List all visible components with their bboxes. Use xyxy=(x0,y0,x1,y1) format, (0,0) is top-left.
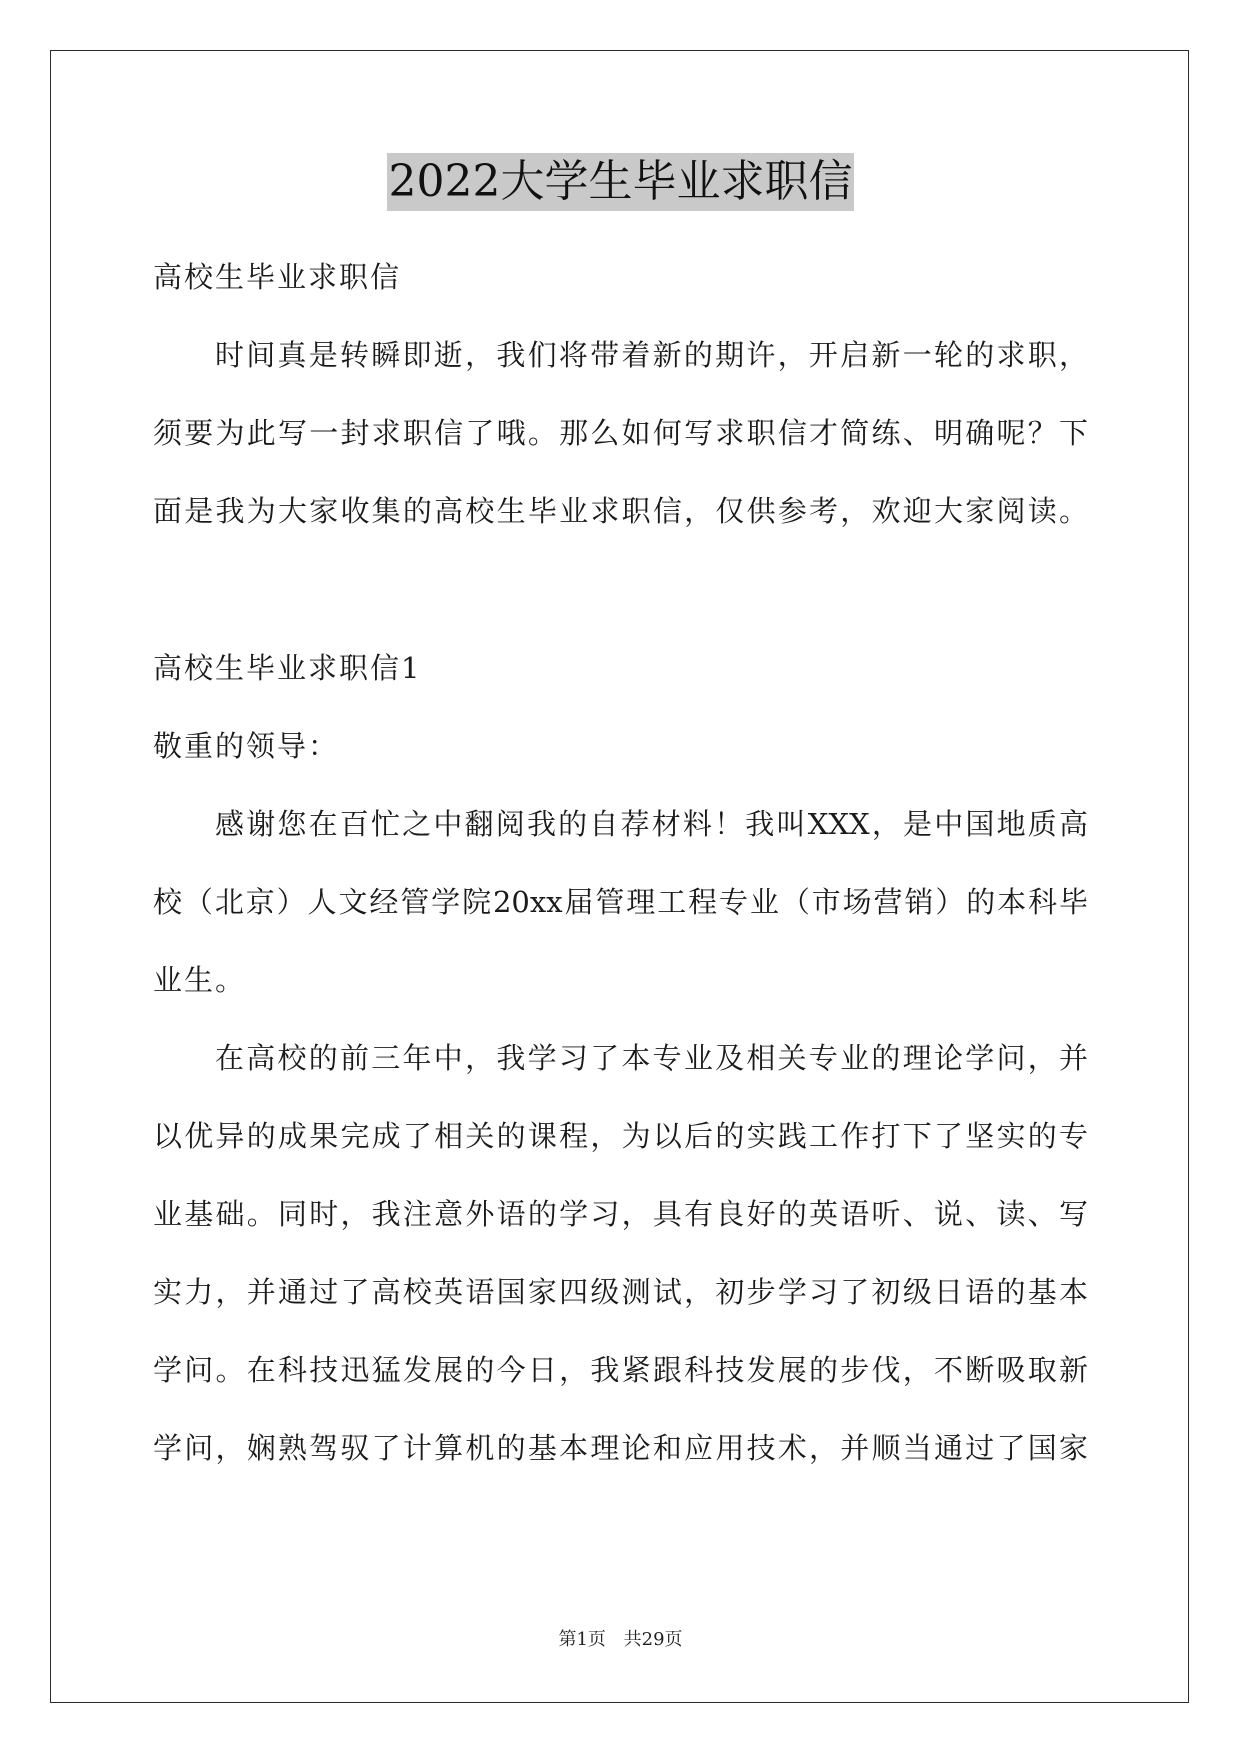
salutation: 敬重的领导： xyxy=(153,729,340,763)
body-line: 在高校的前三年中，我学习了本专业及相关专业的理论学问，并 xyxy=(215,1041,1088,1075)
body-line: 须要为此写一封求职信了哦。那么如何写求职信才简练、明确呢？下 xyxy=(153,416,1088,450)
body-line: 业基础。同时，我注意外语的学习，具有良好的英语听、说、读、写 xyxy=(153,1197,1088,1231)
page-number: 第1页 xyxy=(558,1629,606,1650)
subtitle-line: 高校生毕业求职信 xyxy=(153,260,402,294)
body-line: 校（北京）人文经管学院20xx届管理工程专业（市场营销）的本科毕 xyxy=(153,885,1088,919)
title-container xyxy=(0,153,1241,211)
body-line: 实力，并通过了高校英语国家四级测试，初步学习了初级日语的基本 xyxy=(153,1275,1088,1309)
page-total: 共29页 xyxy=(623,1629,683,1650)
body-line: 以优异的成果完成了相关的课程，为以后的实践工作打下了坚实的专 xyxy=(153,1119,1088,1153)
page-footer xyxy=(0,1628,1241,1652)
body-line: 感谢您在百忙之中翻阅我的自荐材料！我叫XXX，是中国地质高 xyxy=(215,807,1088,841)
section-heading: 高校生毕业求职信1 xyxy=(153,651,422,685)
body-line: 业生。 xyxy=(153,963,247,997)
body-line: 学问，娴熟驾驭了计算机的基本理论和应用技术，并顺当通过了国家 xyxy=(153,1431,1088,1465)
document-title: 2022大学生毕业求职信 xyxy=(387,153,855,211)
body-line: 学问。在科技迅猛发展的今日，我紧跟科技发展的步伐，不断吸取新 xyxy=(153,1353,1088,1387)
body-line: 面是我为大家收集的高校生毕业求职信，仅供参考，欢迎大家阅读。 xyxy=(153,494,1088,528)
body-line: 时间真是转瞬即逝，我们将带着新的期许，开启新一轮的求职， xyxy=(215,338,1088,372)
